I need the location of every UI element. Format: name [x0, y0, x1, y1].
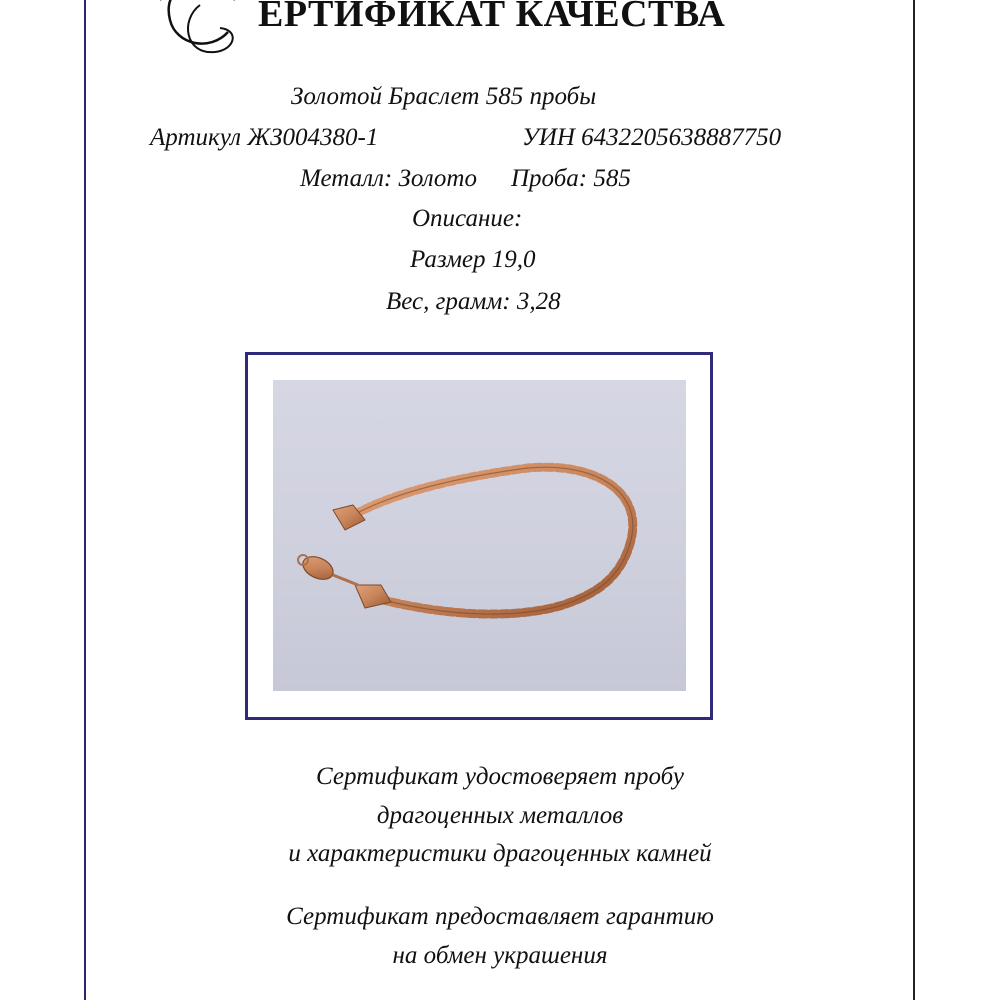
footer-line-4: Сертификат предоставляет гарантию	[286, 903, 714, 930]
footer-line-2: драгоценных металлов	[376, 802, 624, 829]
product-name: Золотой Браслет 585 пробы	[291, 83, 597, 110]
assay-value: Проба: 585	[511, 165, 631, 192]
article-number: Артикул ЖЗ004380-1	[150, 124, 379, 151]
footer-line-1: Сертификат удостоверяет пробу	[316, 763, 684, 790]
metal-value: Металл: Золото	[300, 165, 477, 192]
weight-value: Вес, грамм: 3,28	[386, 288, 561, 315]
monogram-logo	[140, 0, 260, 60]
description-label: Описание:	[412, 205, 523, 232]
bracelet-image	[273, 380, 686, 691]
footer-line-5: на обмен украшения	[392, 942, 608, 969]
size-value: Размер 19,0	[410, 246, 536, 273]
certificate-heading: ЕРТИФИКАТ КАЧЕСТВА	[258, 0, 726, 35]
uin-number: УИН 6432205638887750	[522, 124, 782, 151]
product-photo-frame	[245, 352, 713, 720]
footer-line-3: и характеристики драгоценных камней	[288, 840, 712, 867]
bracelet-photo	[273, 380, 686, 691]
